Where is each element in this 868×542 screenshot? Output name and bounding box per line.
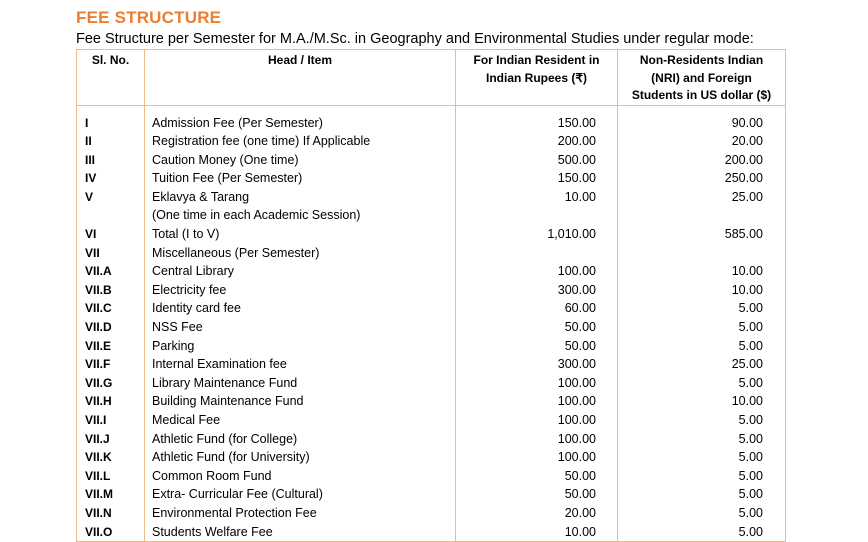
cell-fee-nri: 5.00 bbox=[618, 318, 786, 337]
cell-fee-inr: 100.00 bbox=[456, 411, 618, 430]
cell-fee-inr: 50.00 bbox=[456, 467, 618, 486]
cell-sl-no: VII.G bbox=[77, 374, 145, 393]
cell-sl-no: VII.C bbox=[77, 299, 145, 318]
cell-fee-inr: 100.00 bbox=[456, 448, 618, 467]
cell-fee-nri: 20.00 bbox=[618, 132, 786, 151]
cell-fee-inr: 20.00 bbox=[456, 504, 618, 523]
cell-fee-inr: 50.00 bbox=[456, 485, 618, 504]
cell-sl-no: VII.H bbox=[77, 392, 145, 411]
cell-head-item: Registration fee (one time) If Applicable bbox=[145, 132, 456, 151]
cell-fee-nri: 5.00 bbox=[618, 374, 786, 393]
cell-head-line: Eklavya & Tarang bbox=[152, 189, 250, 204]
cell-sl-no: VI bbox=[77, 225, 145, 244]
cell-fee-nri: 585.00 bbox=[618, 225, 786, 244]
table-row bbox=[77, 281, 786, 300]
cell-fee-inr: 60.00 bbox=[456, 299, 618, 318]
cell-sl-no: VII.L bbox=[77, 467, 145, 486]
cell-fee-nri: 5.00 bbox=[618, 411, 786, 430]
cell-sl-no: VII.B bbox=[77, 281, 145, 300]
cell-fee-inr: 150.00 bbox=[456, 169, 618, 188]
cell-fee-nri: 10.00 bbox=[618, 281, 786, 300]
cell-head-item: Caution Money (One time) bbox=[145, 151, 456, 170]
cell-fee-inr: 100.00 bbox=[456, 430, 618, 449]
cell-head-item: Athletic Fund (for College) bbox=[145, 430, 456, 449]
cell-head-line: (One time in each Academic Session) bbox=[152, 208, 361, 223]
cell-fee-nri: 5.00 bbox=[618, 448, 786, 467]
cell-head-item: Environmental Protection Fee bbox=[145, 504, 456, 523]
cell-sl-no: IV bbox=[77, 169, 145, 188]
table-row bbox=[77, 392, 786, 411]
fee-table bbox=[76, 49, 786, 542]
table-row bbox=[77, 448, 786, 467]
cell-fee-inr: 10.00 bbox=[456, 523, 618, 542]
cell-sl-no: VII.E bbox=[77, 337, 145, 356]
cell-sl-no: VII.F bbox=[77, 355, 145, 374]
cell-sl-no: VII.K bbox=[77, 448, 145, 467]
table-row bbox=[77, 318, 786, 337]
cell-fee-inr: 100.00 bbox=[456, 374, 618, 393]
cell-head-item: Common Room Fund bbox=[145, 467, 456, 486]
cell-sl-no: VII.I bbox=[77, 411, 145, 430]
cell-fee-inr: 10.00 bbox=[456, 188, 618, 225]
cell-fee-inr: 100.00 bbox=[456, 262, 618, 281]
table-row bbox=[77, 467, 786, 486]
cell-fee-inr: 150.00 bbox=[456, 114, 618, 133]
cell-fee-nri: 5.00 bbox=[618, 504, 786, 523]
cell-fee-nri: 5.00 bbox=[618, 337, 786, 356]
cell-fee-inr: 100.00 bbox=[456, 392, 618, 411]
table-row bbox=[77, 114, 786, 133]
cell-fee-nri: 5.00 bbox=[618, 467, 786, 486]
cell-fee-nri: 250.00 bbox=[618, 169, 786, 188]
cell-fee-nri: 10.00 bbox=[618, 392, 786, 411]
fee-table-header bbox=[77, 50, 786, 106]
table-row bbox=[77, 188, 786, 225]
cell-fee-inr: 300.00 bbox=[456, 281, 618, 300]
cell-fee-nri: 25.00 bbox=[618, 355, 786, 374]
column-header-nri: Non-Residents Indian (NRI) and Foreign Students in US dollar ($) bbox=[618, 50, 786, 106]
cell-head-item: Central Library bbox=[145, 262, 456, 281]
column-header-inr: For Indian Resident in Indian Rupees (₹) bbox=[456, 50, 618, 106]
cell-fee-inr: 300.00 bbox=[456, 355, 618, 374]
table-row bbox=[77, 355, 786, 374]
cell-fee-nri bbox=[618, 244, 786, 263]
table-row bbox=[77, 169, 786, 188]
cell-head-item: Miscellaneous (Per Semester) bbox=[145, 244, 456, 263]
cell-fee-inr: 1,010.00 bbox=[456, 225, 618, 244]
cell-sl-no: VII.D bbox=[77, 318, 145, 337]
table-row bbox=[77, 132, 786, 151]
cell-fee-nri: 200.00 bbox=[618, 151, 786, 170]
cell-fee-nri: 90.00 bbox=[618, 114, 786, 133]
cell-sl-no: VII bbox=[77, 244, 145, 263]
cell-sl-no: VII.O bbox=[77, 523, 145, 542]
table-row bbox=[77, 411, 786, 430]
cell-sl-no: VII.A bbox=[77, 262, 145, 281]
table-row bbox=[77, 225, 786, 244]
cell-fee-nri: 5.00 bbox=[618, 523, 786, 542]
table-row bbox=[77, 523, 786, 542]
cell-head-item: Electricity fee bbox=[145, 281, 456, 300]
table-row bbox=[77, 504, 786, 523]
cell-head-item bbox=[145, 188, 456, 225]
cell-fee-nri: 25.00 bbox=[618, 188, 786, 225]
cell-head-item: NSS Fee bbox=[145, 318, 456, 337]
cell-fee-inr bbox=[456, 244, 618, 263]
cell-sl-no: VII.N bbox=[77, 504, 145, 523]
cell-fee-nri: 10.00 bbox=[618, 262, 786, 281]
cell-sl-no: I bbox=[77, 114, 145, 133]
table-row bbox=[77, 299, 786, 318]
cell-head-item: Athletic Fund (for University) bbox=[145, 448, 456, 467]
page-title: FEE STRUCTURE bbox=[76, 8, 222, 27]
page-subtitle: Fee Structure per Semester for M.A./M.Sc. in Geography and Environmental Studies under regular mode: bbox=[76, 31, 754, 47]
cell-fee-nri: 5.00 bbox=[618, 430, 786, 449]
cell-head-item: Tuition Fee (Per Semester) bbox=[145, 169, 456, 188]
cell-sl-no: III bbox=[77, 151, 145, 170]
cell-fee-inr: 50.00 bbox=[456, 318, 618, 337]
table-row bbox=[77, 485, 786, 504]
cell-fee-nri: 5.00 bbox=[618, 299, 786, 318]
cell-head-item: Students Welfare Fee bbox=[145, 523, 456, 542]
cell-head-item: Building Maintenance Fund bbox=[145, 392, 456, 411]
cell-fee-inr: 50.00 bbox=[456, 337, 618, 356]
cell-head-item: Internal Examination fee bbox=[145, 355, 456, 374]
cell-sl-no: V bbox=[77, 188, 145, 225]
cell-head-item: Extra- Curricular Fee (Cultural) bbox=[145, 485, 456, 504]
cell-head-item: Parking bbox=[145, 337, 456, 356]
cell-fee-nri: 5.00 bbox=[618, 485, 786, 504]
cell-sl-no: VII.J bbox=[77, 430, 145, 449]
cell-head-item: Identity card fee bbox=[145, 299, 456, 318]
fee-table-body bbox=[77, 105, 786, 542]
cell-head-item: Admission Fee (Per Semester) bbox=[145, 114, 456, 133]
fee-table-container bbox=[76, 49, 785, 542]
table-row bbox=[77, 337, 786, 356]
table-row bbox=[77, 430, 786, 449]
column-header-sl: Sl. No. bbox=[77, 50, 145, 106]
table-row bbox=[77, 244, 786, 263]
cell-fee-inr: 500.00 bbox=[456, 151, 618, 170]
column-header-head: Head / Item bbox=[145, 50, 456, 106]
cell-head-item: Library Maintenance Fund bbox=[145, 374, 456, 393]
table-row bbox=[77, 151, 786, 170]
cell-fee-inr: 200.00 bbox=[456, 132, 618, 151]
cell-sl-no: VII.M bbox=[77, 485, 145, 504]
cell-head-item: Medical Fee bbox=[145, 411, 456, 430]
table-row bbox=[77, 374, 786, 393]
table-row bbox=[77, 262, 786, 281]
cell-head-item: Total (I to V) bbox=[145, 225, 456, 244]
cell-sl-no: II bbox=[77, 132, 145, 151]
